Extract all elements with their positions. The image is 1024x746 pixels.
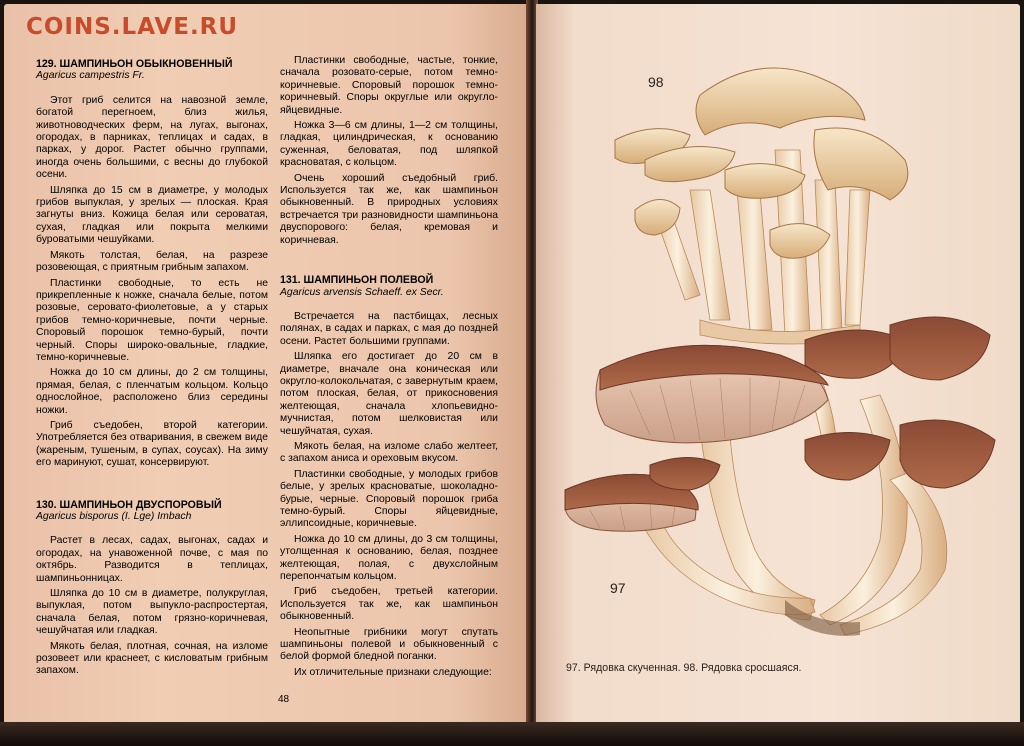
paragraph: Пластинки свободные, у молодых грибов белые, у зрелых красноватые, шоколадно-бурые, черные. Споровый порошок гриба темно-бурый. Споры яйцевидные, эллипсоидные, коричневые. [280, 468, 498, 530]
bottom-shadow [0, 722, 1024, 746]
left-column [36, 58, 268, 681]
paragraph: Встречается на пастбищах, лесных полянах, в садах и парках, с мая до поздней осени. Растет большими группами. [280, 310, 498, 347]
figure-label-97: 97 [610, 580, 626, 596]
watermark: COINS.LAVE.RU [26, 14, 239, 40]
paragraph: Шляпка до 15 см в диаметре, у молодых грибов выпуклая, у зрелых — плоская. Края загнуты вниз. Кожица белая или сероватая, сухая, гладкая или покрыта мелкими буроватыми чешуйками. [36, 184, 268, 246]
paragraph: Неопытные грибники могут спутать шампиньоны полевой и обыкновенный с белой формой бледной поганки. [280, 626, 498, 663]
fig98-cluster [615, 68, 908, 344]
section-129-latin: Agaricus campestris Fr. [36, 70, 145, 82]
paragraph: Растет в лесах, садах, выгонах, садах и огородах, на унавоженной почве, с мая по октябрь. Разводится в теплицах, шампиньонницах. [36, 535, 268, 584]
paragraph: Шляпка до 10 см в диаметре, полукруглая, выпуклая, потом выпукло-распростертая, сначала белая, потом грязно-коричневая, чешуйчатая или гладкая. [36, 588, 268, 637]
mushroom-illustration [560, 40, 1000, 640]
section-129-heading: 129. ШАМПИНЬОН ОБЫКНОВЕННЫЙ [36, 58, 233, 70]
paragraph: Мякоть белая, плотная, сочная, на изломе розовеет или краснеет, с кисловатым грибным запахом. [36, 640, 268, 677]
paragraph: Пластинки свободные, то есть не прикрепленные к ножке, сначала белые, потом розовые, серовато-фиолетовые, а у старых грибов темно-коричневые, почти черные. Споровый порошок темно-бурый, почти черный. Споры широко-овальные, гладкие, темно-коричневые. [36, 277, 268, 363]
section-131-latin: Agaricus arvensis Schaeff. ex Secr. [280, 286, 444, 298]
fig97-cluster [565, 317, 995, 636]
figure-caption: 97. Рядовка скученная. 98. Рядовка сросшаяся. [566, 662, 802, 674]
paragraph: Пластинки свободные, частые, тонкие, сначала розовато-серые, потом темно-коричневые. Споровый порошок темно-коричневый. Споры округлые или округло-яйцевидные. [280, 55, 498, 116]
paragraph: Мякоть толстая, белая, на разрезе розовеющая, с приятным грибным запахом. [36, 249, 268, 274]
section-130-heading: 130. ШАМПИНЬОН ДВУСПОРОВЫЙ [36, 498, 222, 511]
paragraph: Этот гриб селится на навозной земле, богатой перегноем, близ жилья, животноводческих ферм, на лугах, выгонах, огородах, в парниках, теплицах и садах, в парках, у дорог. Растет обычно группами, иногда очень большими, с весны до глубокой осени. [36, 94, 268, 181]
paragraph: Гриб съедобен, третьей категории. Используется так же, как шампиньон обыкновенный. [280, 586, 498, 623]
paragraph: Ножка до 10 см длины, до 2 см толщины, прямая, белая, с пленчатым кольцом. Кольцо однослойное, расположено близ середины ножки. [36, 367, 268, 416]
paragraph: Очень хороший съедобный гриб. Используется так же, как шампиньон обыкновенный. В природных условиях встречается три разновидности шампиньона двуспорового: белая, кремовая и коричневая. [280, 172, 498, 246]
paragraph: Ножка 3—6 см длины, 1—2 см толщины, гладкая, цилиндрическая, к основанию суженная, беловатая, под шляпкой красноватая, с кольцом. [280, 120, 498, 169]
page-number: 48 [278, 694, 290, 705]
right-column [280, 55, 498, 682]
section-130-latin: Agaricus bisporus (I. Lge) Imbach [36, 511, 192, 522]
paragraph: Ножка до 10 см длины, до 3 см толщины, утолщенная к основанию, белая, позднее желтеющая, полая, с двухслойным перепончатым кольцом. [280, 533, 498, 583]
section-131-heading: 131. ШАМПИНЬОН ПОЛЕВОЙ [280, 274, 434, 287]
paragraph: Шляпка его достигает до 20 см в диаметре, вначале она коническая или округло-колокольчатая, с завернутым краем, потом плоская, белая, от прикосновения желтеющая, сначала хлопьевидно-мучнистая, потом шелковистая или чешуйчатая, сухая. [280, 351, 498, 437]
paragraph: Гриб съедобен, второй категории. Употребляется без отваривания, в свежем виде (жареным, тушеным, в супах, соусах). На зиму его маринуют, сушат, консервируют. [36, 419, 268, 469]
figure-label-98: 98 [648, 74, 664, 90]
paragraph: Их отличительные признаки следующие: [294, 666, 492, 678]
paragraph: Мякоть белая, на изломе слабо желтеет, с запахом аниса и ореховым вкусом. [280, 440, 498, 465]
